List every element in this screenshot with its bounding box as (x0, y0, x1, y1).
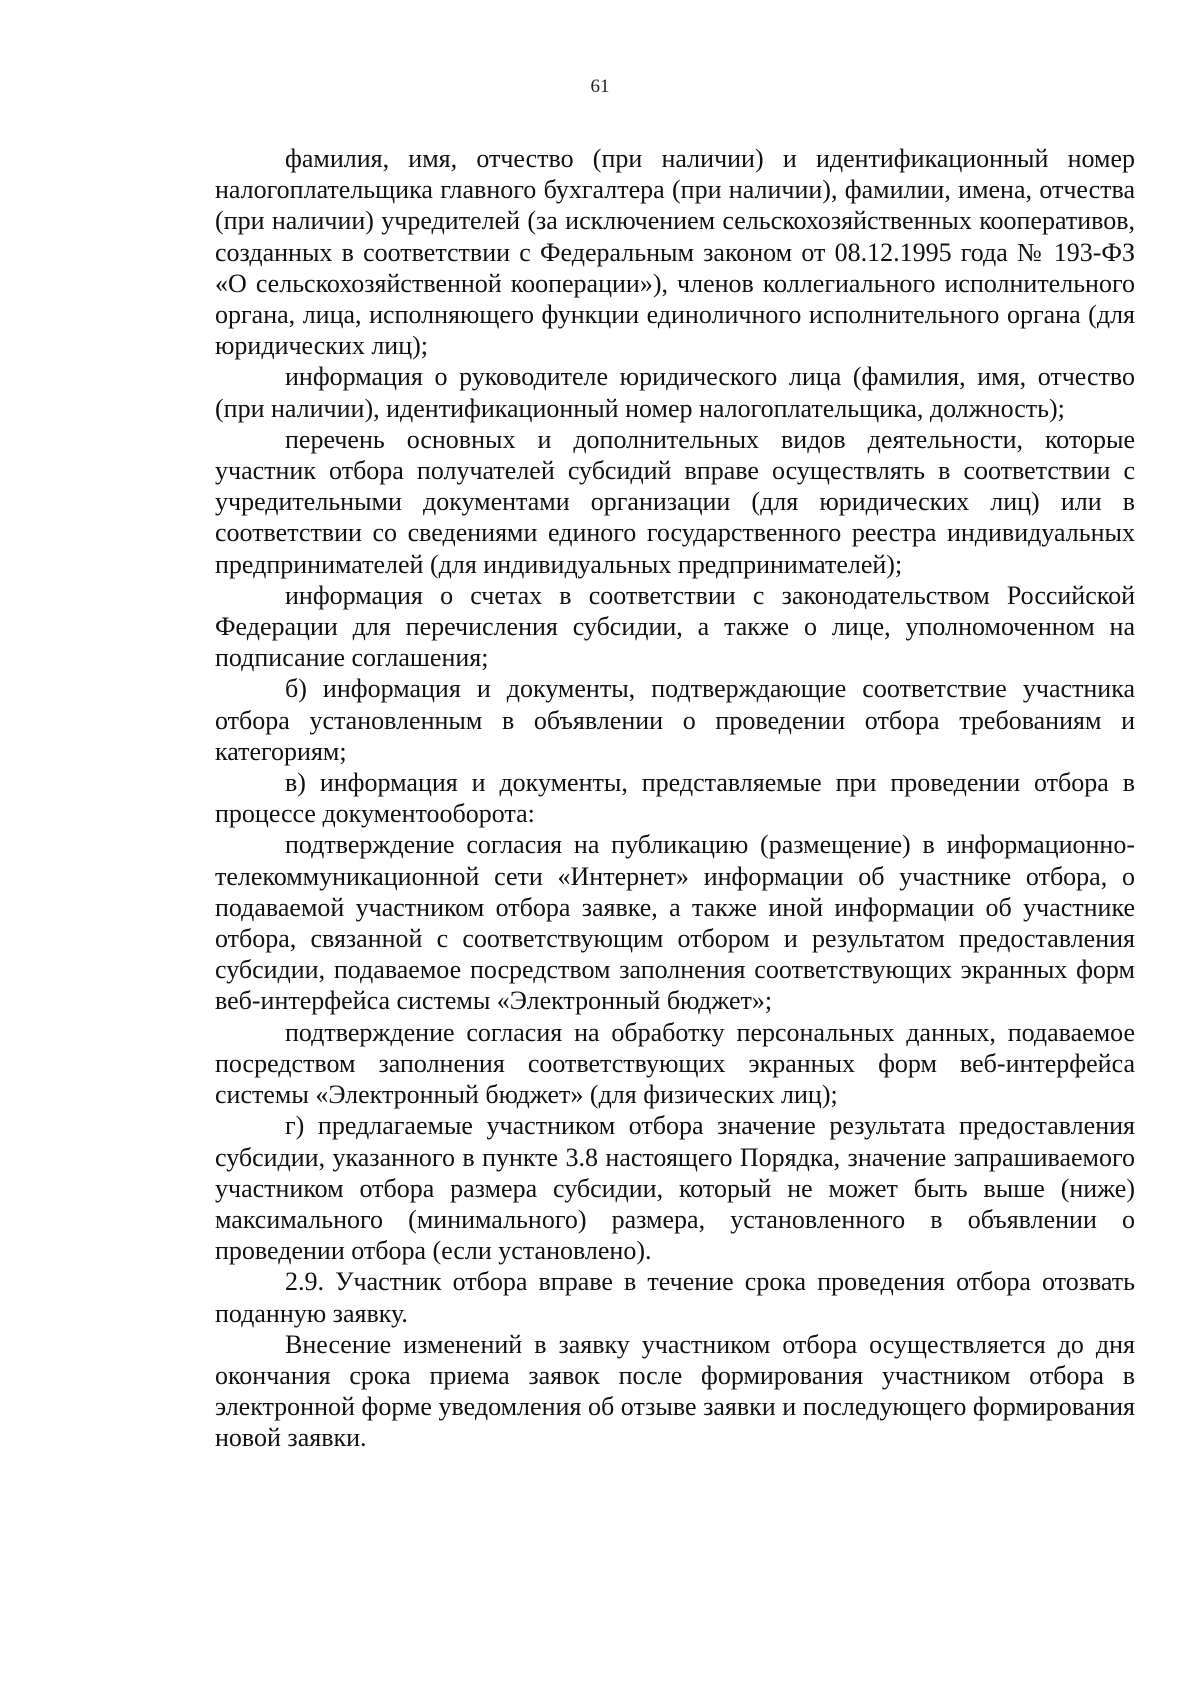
paragraph: в) информация и документы, представляемые при проведении отбора в процессе документооборота: (215, 768, 1135, 829)
paragraph: фамилия, имя, отчество (при наличии) и идентификационный номер налогоплательщика главного бухгалтера (при наличии), фамилии, имена, отчества (при наличии) учредителей (за исключением сельскохозяйственных кооперативов, созданных в соответствии с Федеральным законом от 08.12.1995 года № 193-ФЗ «О сельскохозяйственной кооперации»), членов коллегиального исполнительного органа, лица, исполняющего функции единоличного исполнительного органа (для юридических лиц); (215, 144, 1135, 361)
paragraph: перечень основных и дополнительных видов деятельности, которые участник отбора получателей субсидий вправе осуществлять в соответствии с учредительными документами организации (для юридических лиц) или в соответствии со сведениями единого государственного реестра индивидуальных предпринимателей (для индивидуальных предпринимателей); (215, 424, 1135, 579)
page-number: 61 (590, 76, 610, 97)
paragraph: информация о руководителе юридического лица (фамилия, имя, отчество (при наличии), идентификационный номер налогоплательщика, должность); (215, 362, 1135, 423)
paragraph: подтверждение согласия на публикацию (размещение) в информационно-телекоммуникационной сети «Интернет» информации об участнике отбора, о подаваемой участником отбора заявке, а также иной информации об участнике отбора, связанной с соответствующим отбором и результатом предоставления субсидии, подаваемое посредством заполнения соответствующих экранных форм веб-интерфейса системы «Электронный бюджет»; (215, 830, 1135, 1016)
paragraph: Внесение изменений в заявку участником отбора осуществляется до дня окончания срока приема заявок после формирования участником отбора в электронной форме уведомления об отзыве заявки и последующего формирования новой заявки. (215, 1329, 1135, 1453)
paragraph: г) предлагаемые участником отбора значение результата предоставления субсидии, указанного в пункте 3.8 настоящего Порядка, значение запрашиваемого участником отбора размера субсидии, который не может быть выше (ниже) максимального (минимального) размера, установленного в объявлении о проведении отбора (если установлено). (215, 1111, 1135, 1266)
paragraph: информация о счетах в соответствии с законодательством Российской Федерации для перечисления субсидии, а также о лице, уполномоченном на подписание соглашения; (215, 580, 1135, 673)
document-body (215, 143, 1135, 1454)
paragraph: б) информация и документы, подтверждающие соответствие участника отбора установленным в объявлении о проведении отбора требованиям и категориям; (215, 674, 1135, 766)
paragraph: подтверждение согласия на обработку персональных данных, подаваемое посредством заполнения соответствующих экранных форм веб-интерфейса системы «Электронный бюджет» (для физических лиц); (215, 1017, 1135, 1110)
paragraph: 2.9. Участник отбора вправе в течение срока проведения отбора отозвать поданную заявку. (215, 1267, 1135, 1328)
